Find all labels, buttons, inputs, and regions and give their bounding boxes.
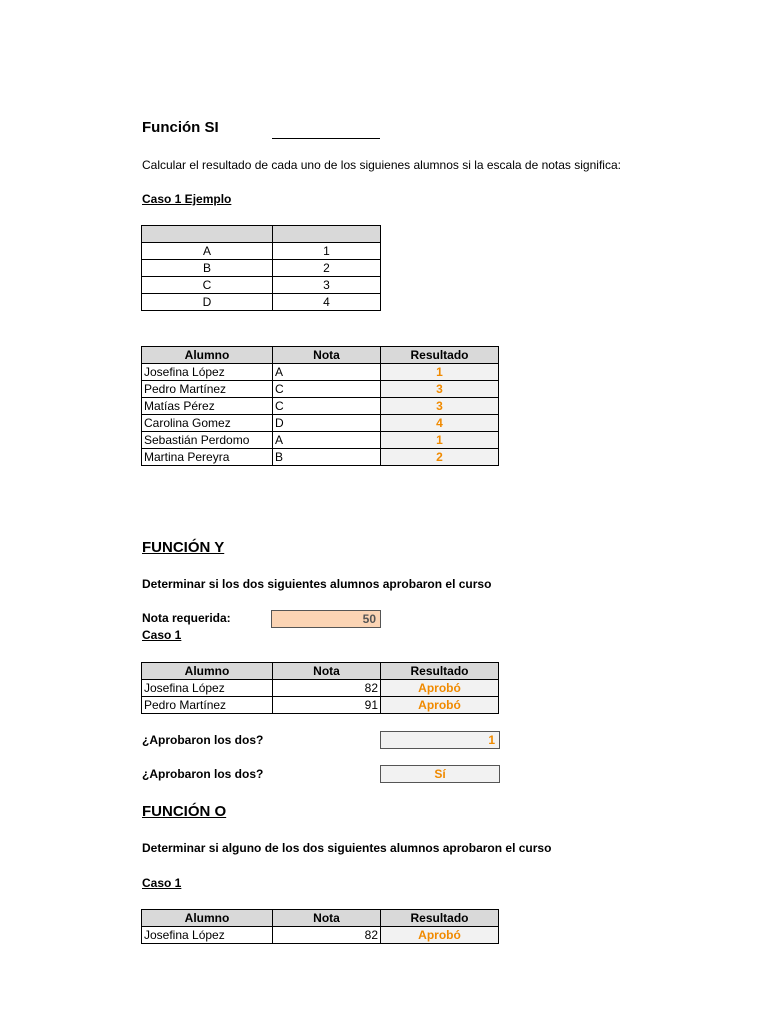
table-row xyxy=(142,697,499,714)
resultado-cell[interactable]: 1 xyxy=(381,432,499,449)
col-header-resultado: Resultado xyxy=(381,347,499,364)
nota-cell[interactable]: B xyxy=(273,449,381,466)
table-row xyxy=(142,294,381,311)
scale-letter[interactable]: A xyxy=(142,243,273,260)
o-title: FUNCIÓN O xyxy=(142,803,227,820)
q1-label: ¿Aprobaron los dos? xyxy=(142,733,264,747)
alumno-cell[interactable]: Pedro Martínez xyxy=(142,381,273,398)
nota-requerida-label: Nota requerida: xyxy=(142,611,231,625)
alumno-cell[interactable]: Martina Pereyra xyxy=(142,449,273,466)
scale-letter[interactable]: C xyxy=(142,277,273,294)
resultado-cell[interactable]: 4 xyxy=(381,415,499,432)
table-row xyxy=(142,927,499,944)
table-row xyxy=(142,277,381,294)
o-instruction: Determinar si alguno de los dos siguientes alumnos aprobaron el curso xyxy=(142,841,552,855)
nota-cell[interactable]: A xyxy=(273,432,381,449)
alumno-cell[interactable]: Sebastián Perdomo xyxy=(142,432,273,449)
si-scale-table xyxy=(141,225,381,311)
scale-value[interactable]: 3 xyxy=(273,277,381,294)
scale-letter[interactable]: B xyxy=(142,260,273,277)
table-row xyxy=(142,415,499,432)
resultado-cell[interactable]: 2 xyxy=(381,449,499,466)
nota-cell[interactable]: 91 xyxy=(273,697,381,714)
table-row xyxy=(142,364,499,381)
y-results-table xyxy=(141,662,499,714)
scale-letter[interactable]: D xyxy=(142,294,273,311)
alumno-cell[interactable]: Matías Pérez xyxy=(142,398,273,415)
alumno-cell[interactable]: Josefina López xyxy=(142,927,273,944)
y-instruction: Determinar si los dos siguientes alumnos aprobaron el curso xyxy=(142,577,492,591)
col-header-alumno: Alumno xyxy=(142,910,273,927)
si-caso-label: Caso 1 Ejemplo xyxy=(142,192,232,206)
resultado-cell[interactable]: Aprobó xyxy=(381,697,499,714)
table-row xyxy=(142,398,499,415)
scale-value[interactable]: 1 xyxy=(273,243,381,260)
alumno-cell[interactable]: Josefina López xyxy=(142,680,273,697)
table-row xyxy=(142,381,499,398)
col-header-nota: Nota xyxy=(273,910,381,927)
resultado-cell[interactable]: 1 xyxy=(381,364,499,381)
alumno-cell[interactable]: Josefina López xyxy=(142,364,273,381)
scale-header-empty xyxy=(273,226,381,243)
table-row xyxy=(142,432,499,449)
scale-value[interactable]: 4 xyxy=(273,294,381,311)
nota-requerida-input[interactable]: 50 xyxy=(271,610,381,628)
col-header-resultado: Resultado xyxy=(381,663,499,680)
title-underline xyxy=(272,138,380,139)
table-row xyxy=(142,449,499,466)
q2-label: ¿Aprobaron los dos? xyxy=(142,767,264,781)
si-instruction: Calcular el resultado de cada uno de los siguienes alumnos si la escala de notas significa: xyxy=(142,158,621,172)
table-row xyxy=(142,260,381,277)
col-header-alumno: Alumno xyxy=(142,347,273,364)
si-title: Función SI xyxy=(142,119,219,136)
o-caso-label: Caso 1 xyxy=(142,876,182,890)
resultado-cell[interactable]: Aprobó xyxy=(381,680,499,697)
nota-cell[interactable]: D xyxy=(273,415,381,432)
si-results-table xyxy=(141,346,499,466)
resultado-cell[interactable]: 3 xyxy=(381,398,499,415)
resultado-cell[interactable]: 3 xyxy=(381,381,499,398)
alumno-cell[interactable]: Carolina Gomez xyxy=(142,415,273,432)
q1-result-cell[interactable]: 1 xyxy=(380,731,500,749)
scale-header-empty xyxy=(142,226,273,243)
nota-cell[interactable]: C xyxy=(273,398,381,415)
scale-value[interactable]: 2 xyxy=(273,260,381,277)
y-caso-label: Caso 1 xyxy=(142,628,182,642)
o-results-table xyxy=(141,909,499,944)
nota-cell[interactable]: C xyxy=(273,381,381,398)
q2-result-cell[interactable]: Sí xyxy=(380,765,500,783)
col-header-alumno: Alumno xyxy=(142,663,273,680)
col-header-nota: Nota xyxy=(273,663,381,680)
nota-cell[interactable]: 82 xyxy=(273,680,381,697)
alumno-cell[interactable]: Pedro Martínez xyxy=(142,697,273,714)
col-header-nota: Nota xyxy=(273,347,381,364)
nota-cell[interactable]: 82 xyxy=(273,927,381,944)
table-row xyxy=(142,680,499,697)
table-row xyxy=(142,243,381,260)
col-header-resultado: Resultado xyxy=(381,910,499,927)
nota-cell[interactable]: A xyxy=(273,364,381,381)
y-title: FUNCIÓN Y xyxy=(142,539,225,556)
resultado-cell[interactable]: Aprobó xyxy=(381,927,499,944)
